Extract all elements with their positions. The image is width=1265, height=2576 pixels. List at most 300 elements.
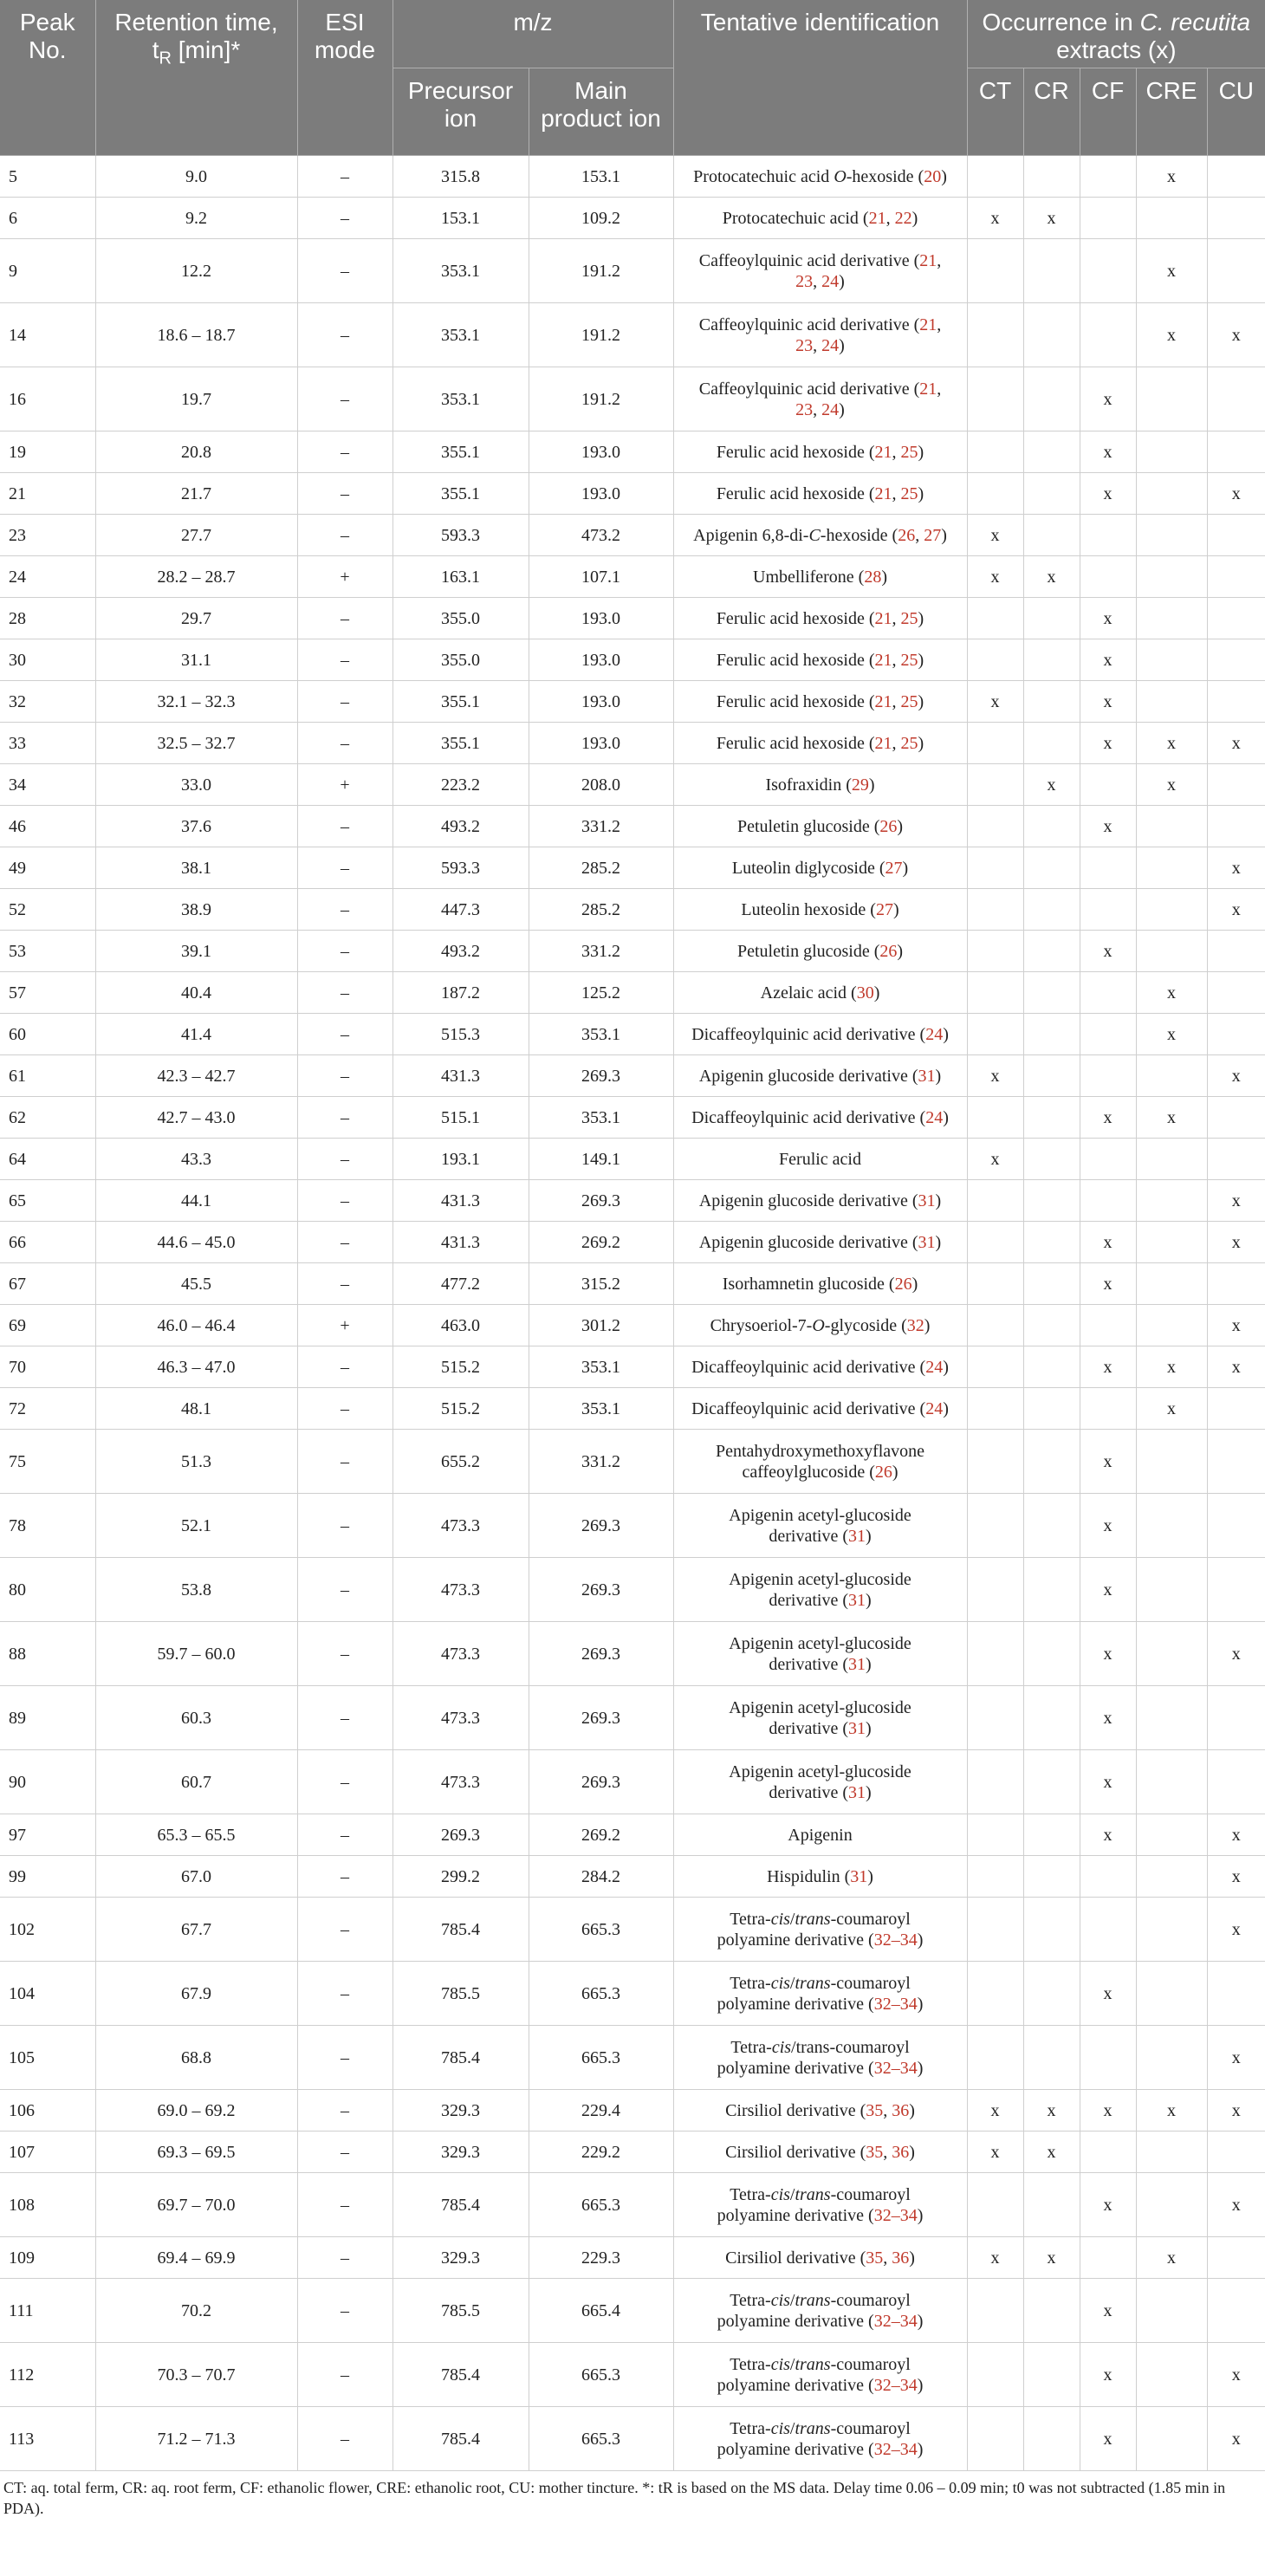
main-product-ion-cell: 665.3: [529, 2173, 673, 2237]
peak-no-cell: 66: [0, 1222, 95, 1263]
peak-no-cell: 97: [0, 1814, 95, 1856]
cf-cell: x: [1080, 1686, 1136, 1750]
reference-link[interactable]: 36: [892, 2248, 910, 2268]
identification-text: ,: [937, 315, 942, 334]
retention-time-cell: 69.0 – 69.2: [95, 2090, 297, 2132]
precursor-ion-cell: 353.1: [392, 303, 529, 367]
precursor-ion-cell: 473.3: [392, 1558, 529, 1622]
retention-time-cell: 67.9: [95, 1962, 297, 2026]
reference-link[interactable]: 31: [847, 1782, 866, 1802]
reference-link[interactable]: 21: [874, 442, 892, 462]
reference-link[interactable]: 21: [874, 733, 892, 753]
reference-link[interactable]: 31: [847, 1654, 866, 1674]
identification-text: ): [897, 816, 904, 836]
cre-cell: [1136, 367, 1207, 431]
precursor-ion-cell: 463.0: [392, 1305, 529, 1346]
reference-link[interactable]: 22: [894, 208, 912, 228]
identification-text: Apigenin glucoside derivative (: [698, 1232, 918, 1252]
reference-link[interactable]: 21: [874, 650, 892, 670]
cu-cell: [1207, 2279, 1265, 2343]
precursor-ion-cell: 785.5: [392, 2279, 529, 2343]
reference-link[interactable]: 31: [847, 1590, 866, 1610]
ct-cell: [967, 889, 1023, 931]
table-row: [0, 156, 1265, 198]
ct-cell: [967, 239, 1023, 303]
cre-cell: [1136, 681, 1207, 723]
cu-cell: [1207, 1139, 1265, 1180]
cu-cell: [1207, 2237, 1265, 2279]
cu-cell: [1207, 2132, 1265, 2173]
esi-mode-cell: –: [297, 972, 392, 1014]
ct-cell: [967, 2279, 1023, 2343]
identification-text: polyamine derivative (: [717, 2205, 874, 2225]
cf-cell: x: [1080, 1494, 1136, 1558]
precursor-ion-cell: 353.1: [392, 367, 529, 431]
reference-link[interactable]: 36: [892, 2142, 910, 2162]
peak-no-cell: 105: [0, 2026, 95, 2090]
italic-text: cis: [771, 2037, 792, 2057]
reference-link[interactable]: 32–34: [873, 2205, 918, 2225]
reference-link[interactable]: 25: [900, 483, 918, 503]
cf-cell: x: [1080, 1750, 1136, 1814]
cr-cell: [1023, 1622, 1080, 1686]
main-product-ion-cell: 269.3: [529, 1494, 673, 1558]
header-occurrence: [967, 0, 1265, 68]
cf-cell: [1080, 239, 1136, 303]
reference-link[interactable]: 32: [906, 1315, 924, 1335]
cu-cell: x: [1207, 1180, 1265, 1222]
reference-link[interactable]: 21: [874, 691, 892, 711]
retention-time-cell: 42.3 – 42.7: [95, 1055, 297, 1097]
main-product-ion-cell: 269.3: [529, 1686, 673, 1750]
header-retention-line2: [min]*: [171, 36, 241, 63]
header-precursor-ion-text: Precursor ion: [407, 77, 514, 132]
ct-cell: [967, 303, 1023, 367]
main-product-ion-cell: 665.3: [529, 2407, 673, 2471]
header-retention-line1: Retention time,: [114, 9, 278, 36]
cf-cell: [1080, 764, 1136, 806]
reference-link[interactable]: 21: [919, 250, 937, 270]
main-product-ion-cell: 153.1: [529, 156, 673, 198]
identification-text: ): [867, 1866, 873, 1886]
reference-link[interactable]: 20: [924, 166, 942, 186]
reference-link[interactable]: 24: [925, 1024, 944, 1044]
reference-link[interactable]: 27: [885, 858, 903, 878]
cr-cell: [1023, 1055, 1080, 1097]
identification-text: Dicaffeoylquinic acid derivative (: [691, 1024, 926, 1044]
cre-cell: [1136, 1856, 1207, 1898]
main-product-ion-cell: 229.4: [529, 2090, 673, 2132]
reference-link[interactable]: 31: [850, 1866, 868, 1886]
identification-text: Tetra-: [730, 1909, 771, 1929]
peak-no-cell: 78: [0, 1494, 95, 1558]
ct-cell: [967, 1494, 1023, 1558]
table-row: [0, 556, 1265, 598]
reference-link[interactable]: 27: [924, 525, 942, 545]
ct-cell: [967, 764, 1023, 806]
reference-link[interactable]: 27: [875, 899, 893, 919]
cu-cell: [1207, 1962, 1265, 2026]
reference-link[interactable]: 36: [892, 2100, 910, 2120]
identification-text: /: [789, 1973, 795, 1993]
cf-cell: x: [1080, 1346, 1136, 1388]
reference-link[interactable]: 25: [900, 608, 918, 628]
cu-cell: x: [1207, 1814, 1265, 1856]
tentative-identification-cell: [673, 806, 967, 847]
reference-link[interactable]: 24: [925, 1357, 944, 1377]
reference-link[interactable]: 35: [866, 2142, 884, 2162]
precursor-ion-cell: 515.1: [392, 1097, 529, 1139]
precursor-ion-cell: 355.1: [392, 681, 529, 723]
identification-text: ,: [883, 2100, 892, 2120]
cf-cell: [1080, 2237, 1136, 2279]
cr-cell: [1023, 639, 1080, 681]
ct-cell: [967, 1856, 1023, 1898]
cf-cell: [1080, 2026, 1136, 2090]
cf-cell: x: [1080, 639, 1136, 681]
cr-cell: [1023, 1856, 1080, 1898]
cre-cell: x: [1136, 303, 1207, 367]
cu-cell: [1207, 1388, 1265, 1430]
cre-cell: x: [1136, 1014, 1207, 1055]
cre-cell: [1136, 1814, 1207, 1856]
retention-time-cell: 20.8: [95, 431, 297, 473]
cre-cell: [1136, 1430, 1207, 1494]
cr-cell: [1023, 723, 1080, 764]
tentative-identification-cell: [673, 198, 967, 239]
esi-mode-cell: –: [297, 198, 392, 239]
tentative-identification-cell: [673, 1750, 967, 1814]
main-product-ion-cell: 285.2: [529, 847, 673, 889]
retention-time-cell: 68.8: [95, 2026, 297, 2090]
reference-link[interactable]: 26: [874, 1462, 892, 1482]
cf-cell: [1080, 2132, 1136, 2173]
identification-text: ): [935, 1066, 942, 1086]
identification-text: ): [865, 1654, 872, 1674]
tentative-identification-cell: [673, 1014, 967, 1055]
cre-cell: [1136, 2132, 1207, 2173]
reference-link[interactable]: 26: [879, 816, 898, 836]
header-cr-text: CR: [1034, 77, 1069, 104]
table-row: [0, 198, 1265, 239]
ct-cell: [967, 931, 1023, 972]
identification-text: Petuletin glucoside (: [736, 941, 880, 961]
reference-link[interactable]: 29: [851, 775, 869, 795]
peak-no-cell: 9: [0, 239, 95, 303]
cu-cell: [1207, 1263, 1265, 1305]
reference-link[interactable]: 21: [874, 608, 892, 628]
italic-text: cis: [770, 2290, 790, 2310]
reference-link[interactable]: 30: [856, 983, 874, 1002]
tentative-identification-cell: [673, 1558, 967, 1622]
tentative-identification-cell: [673, 764, 967, 806]
main-product-ion-cell: 665.3: [529, 2343, 673, 2407]
identification-text: ): [909, 2248, 915, 2268]
identification-text: ): [917, 1930, 924, 1950]
reference-link[interactable]: 35: [866, 2100, 884, 2120]
cf-cell: [1080, 1014, 1136, 1055]
identification-text: ): [924, 1315, 931, 1335]
tentative-identification-cell: [673, 431, 967, 473]
identification-text: Tetra-: [730, 2290, 771, 2310]
table-row: [0, 972, 1265, 1014]
ct-cell: [967, 1430, 1023, 1494]
italic-text: cis: [770, 2184, 790, 2204]
cf-cell: x: [1080, 2090, 1136, 2132]
reference-link[interactable]: 23: [795, 335, 814, 355]
identification-text: ): [892, 1462, 898, 1482]
retention-time-cell: 53.8: [95, 1558, 297, 1622]
table-row: [0, 1814, 1265, 1856]
main-product-ion-cell: 331.2: [529, 931, 673, 972]
reference-link[interactable]: 31: [847, 1718, 866, 1738]
peak-no-cell: 5: [0, 156, 95, 198]
table-row: [0, 1856, 1265, 1898]
main-product-ion-cell: 285.2: [529, 889, 673, 931]
ct-cell: [967, 1097, 1023, 1139]
main-product-ion-cell: 269.3: [529, 1180, 673, 1222]
cf-cell: [1080, 1388, 1136, 1430]
identification-text: ): [909, 2100, 915, 2120]
peak-no-cell: 104: [0, 1962, 95, 2026]
main-product-ion-cell: 107.1: [529, 556, 673, 598]
identification-text: ,: [892, 483, 901, 503]
header-cre: [1136, 68, 1207, 156]
identification-text: ): [941, 525, 947, 545]
retention-time-cell: 28.2 – 28.7: [95, 556, 297, 598]
cr-cell: [1023, 2279, 1080, 2343]
reference-link[interactable]: 25: [900, 733, 918, 753]
reference-link[interactable]: 24: [925, 1398, 944, 1418]
cu-cell: [1207, 1014, 1265, 1055]
esi-mode-cell: –: [297, 2132, 392, 2173]
main-product-ion-cell: 269.3: [529, 1750, 673, 1814]
reference-link[interactable]: 25: [900, 691, 918, 711]
tentative-identification-cell: [673, 2026, 967, 2090]
cre-cell: [1136, 1898, 1207, 1962]
identification-text: ,: [813, 271, 822, 291]
retention-time-cell: 40.4: [95, 972, 297, 1014]
identification-text: caffeoylglucoside (: [742, 1462, 875, 1482]
tentative-identification-cell: [673, 1346, 967, 1388]
header-retention-time: [95, 0, 297, 156]
peak-no-cell: 46: [0, 806, 95, 847]
identification-text: Apigenin acetyl-glucoside: [729, 1633, 911, 1653]
main-product-ion-cell: 125.2: [529, 972, 673, 1014]
identification-text: Luteolin hexoside (: [741, 899, 876, 919]
cr-cell: [1023, 1346, 1080, 1388]
reference-link[interactable]: 21: [868, 208, 886, 228]
tentative-identification-cell: [673, 1962, 967, 2026]
cr-cell: x: [1023, 764, 1080, 806]
reference-link[interactable]: 24: [821, 335, 840, 355]
ct-cell: x: [967, 2132, 1023, 2173]
cre-cell: [1136, 1263, 1207, 1305]
retention-time-cell: 52.1: [95, 1494, 297, 1558]
cu-cell: x: [1207, 2343, 1265, 2407]
table-row: [0, 1097, 1265, 1139]
italic-text: cis: [770, 2354, 790, 2374]
cu-cell: [1207, 806, 1265, 847]
cu-cell: x: [1207, 1856, 1265, 1898]
cr-cell: [1023, 1014, 1080, 1055]
reference-link[interactable]: 32–34: [873, 2311, 918, 2331]
identification-text: Caffeoylquinic acid derivative (: [698, 250, 920, 270]
cre-cell: [1136, 2343, 1207, 2407]
identification-text: Dicaffeoylquinic acid derivative (: [691, 1107, 926, 1127]
esi-mode-cell: –: [297, 1750, 392, 1814]
identification-text: ,: [937, 250, 942, 270]
esi-mode-cell: –: [297, 473, 392, 515]
main-product-ion-cell: 191.2: [529, 239, 673, 303]
ct-cell: [967, 2173, 1023, 2237]
retention-time-cell: 18.6 – 18.7: [95, 303, 297, 367]
main-product-ion-cell: 665.4: [529, 2279, 673, 2343]
reference-link[interactable]: 26: [898, 525, 916, 545]
identification-text: polyamine derivative (: [717, 2439, 874, 2459]
reference-link[interactable]: 31: [918, 1191, 936, 1210]
identification-text: Petuletin glucoside (: [736, 816, 880, 836]
peak-no-cell: 6: [0, 198, 95, 239]
header-esi-mode: [297, 0, 392, 156]
identification-text: derivative (: [769, 1526, 848, 1546]
reference-link[interactable]: 26: [879, 941, 898, 961]
precursor-ion-cell: 515.2: [392, 1346, 529, 1388]
cre-cell: x: [1136, 1097, 1207, 1139]
reference-link[interactable]: 31: [918, 1232, 936, 1252]
cr-cell: [1023, 303, 1080, 367]
identification-text: Luteolin diglycoside (: [731, 858, 886, 878]
ct-cell: [967, 1814, 1023, 1856]
tentative-identification-cell: [673, 889, 967, 931]
retention-time-cell: 44.1: [95, 1180, 297, 1222]
cr-cell: [1023, 1430, 1080, 1494]
identification-text: Hispidulin (: [767, 1866, 851, 1886]
cr-cell: x: [1023, 198, 1080, 239]
identification-text: ,: [886, 208, 895, 228]
main-product-ion-cell: 665.3: [529, 1898, 673, 1962]
cr-cell: [1023, 1814, 1080, 1856]
reference-link[interactable]: 31: [918, 1066, 936, 1086]
identification-text: Apigenin glucoside derivative (: [698, 1066, 918, 1086]
identification-text: ): [911, 208, 918, 228]
identification-text: Isofraxidin (: [765, 775, 852, 795]
reference-link[interactable]: 32–34: [873, 2439, 918, 2459]
header-tentative-identification: [673, 0, 967, 156]
reference-link[interactable]: 21: [919, 379, 937, 399]
cu-cell: x: [1207, 1222, 1265, 1263]
cre-cell: [1136, 598, 1207, 639]
identification-text: ,: [813, 399, 822, 419]
precursor-ion-cell: 785.4: [392, 2407, 529, 2471]
precursor-ion-cell: 593.3: [392, 847, 529, 889]
header-ct-text: CT: [978, 77, 1012, 104]
table-row: [0, 1346, 1265, 1388]
retention-time-cell: 32.5 – 32.7: [95, 723, 297, 764]
retention-time-cell: 51.3: [95, 1430, 297, 1494]
table-row: [0, 2279, 1265, 2343]
peak-no-cell: 61: [0, 1055, 95, 1097]
main-product-ion-cell: 208.0: [529, 764, 673, 806]
table-row: [0, 2237, 1265, 2279]
peak-no-cell: 34: [0, 764, 95, 806]
cre-cell: [1136, 847, 1207, 889]
table-row: [0, 1055, 1265, 1097]
cf-cell: x: [1080, 2407, 1136, 2471]
reference-link[interactable]: 32–34: [873, 1994, 918, 2014]
cr-cell: x: [1023, 556, 1080, 598]
peak-no-cell: 113: [0, 2407, 95, 2471]
identification-text: Ferulic acid hexoside (: [716, 691, 875, 711]
identification-text: ,: [937, 379, 942, 399]
header-cr: [1023, 68, 1080, 156]
retention-time-cell: 44.6 – 45.0: [95, 1222, 297, 1263]
main-product-ion-cell: 149.1: [529, 1139, 673, 1180]
main-product-ion-cell: 229.3: [529, 2237, 673, 2279]
peak-no-cell: 49: [0, 847, 95, 889]
reference-link[interactable]: 24: [925, 1107, 944, 1127]
reference-link[interactable]: 25: [900, 650, 918, 670]
identification-text: Isorhamnetin glucoside (: [722, 1274, 895, 1294]
table-row: [0, 1558, 1265, 1622]
identification-text: Dicaffeoylquinic acid derivative (: [691, 1398, 926, 1418]
reference-link[interactable]: 32–34: [873, 1930, 918, 1950]
table-row: [0, 639, 1265, 681]
identification-text: -coumaroyl: [830, 2354, 911, 2374]
identification-text: ): [918, 442, 924, 462]
precursor-ion-cell: 329.3: [392, 2237, 529, 2279]
cre-cell: x: [1136, 1388, 1207, 1430]
esi-mode-cell: –: [297, 1014, 392, 1055]
retention-time-cell: 45.5: [95, 1263, 297, 1305]
peak-no-cell: 106: [0, 2090, 95, 2132]
ct-cell: [967, 1898, 1023, 1962]
identification-text: Ferulic acid hexoside (: [716, 442, 875, 462]
peak-no-cell: 33: [0, 723, 95, 764]
identification-text: /: [789, 2184, 795, 2204]
identification-text: ): [865, 1782, 872, 1802]
cre-cell: [1136, 806, 1207, 847]
reference-link[interactable]: 31: [847, 1526, 866, 1546]
reference-link[interactable]: 21: [919, 315, 937, 334]
reference-link[interactable]: 23: [795, 399, 814, 419]
reference-link[interactable]: 24: [821, 399, 840, 419]
table-row: [0, 2407, 1265, 2471]
reference-link[interactable]: 32–34: [873, 2058, 918, 2078]
main-product-ion-cell: 665.3: [529, 1962, 673, 2026]
identification-text: polyamine derivative (: [717, 2058, 874, 2078]
ct-cell: [967, 367, 1023, 431]
reference-link[interactable]: 28: [864, 567, 882, 587]
cf-cell: [1080, 889, 1136, 931]
tentative-identification-cell: [673, 681, 967, 723]
reference-link[interactable]: 35: [866, 2248, 884, 2268]
cre-cell: [1136, 1962, 1207, 2026]
reference-link[interactable]: 26: [894, 1274, 912, 1294]
cf-cell: x: [1080, 1962, 1136, 2026]
reference-link[interactable]: 21: [874, 483, 892, 503]
reference-link[interactable]: 23: [795, 271, 814, 291]
header-precursor-ion: [392, 68, 529, 156]
reference-link[interactable]: 32–34: [873, 2375, 918, 2395]
esi-mode-cell: –: [297, 2237, 392, 2279]
retention-time-cell: 21.7: [95, 473, 297, 515]
reference-link[interactable]: 24: [821, 271, 840, 291]
tentative-identification-cell: [673, 1055, 967, 1097]
reference-link[interactable]: 25: [900, 442, 918, 462]
italic-text: cis: [770, 1973, 790, 1993]
cf-cell: x: [1080, 1097, 1136, 1139]
